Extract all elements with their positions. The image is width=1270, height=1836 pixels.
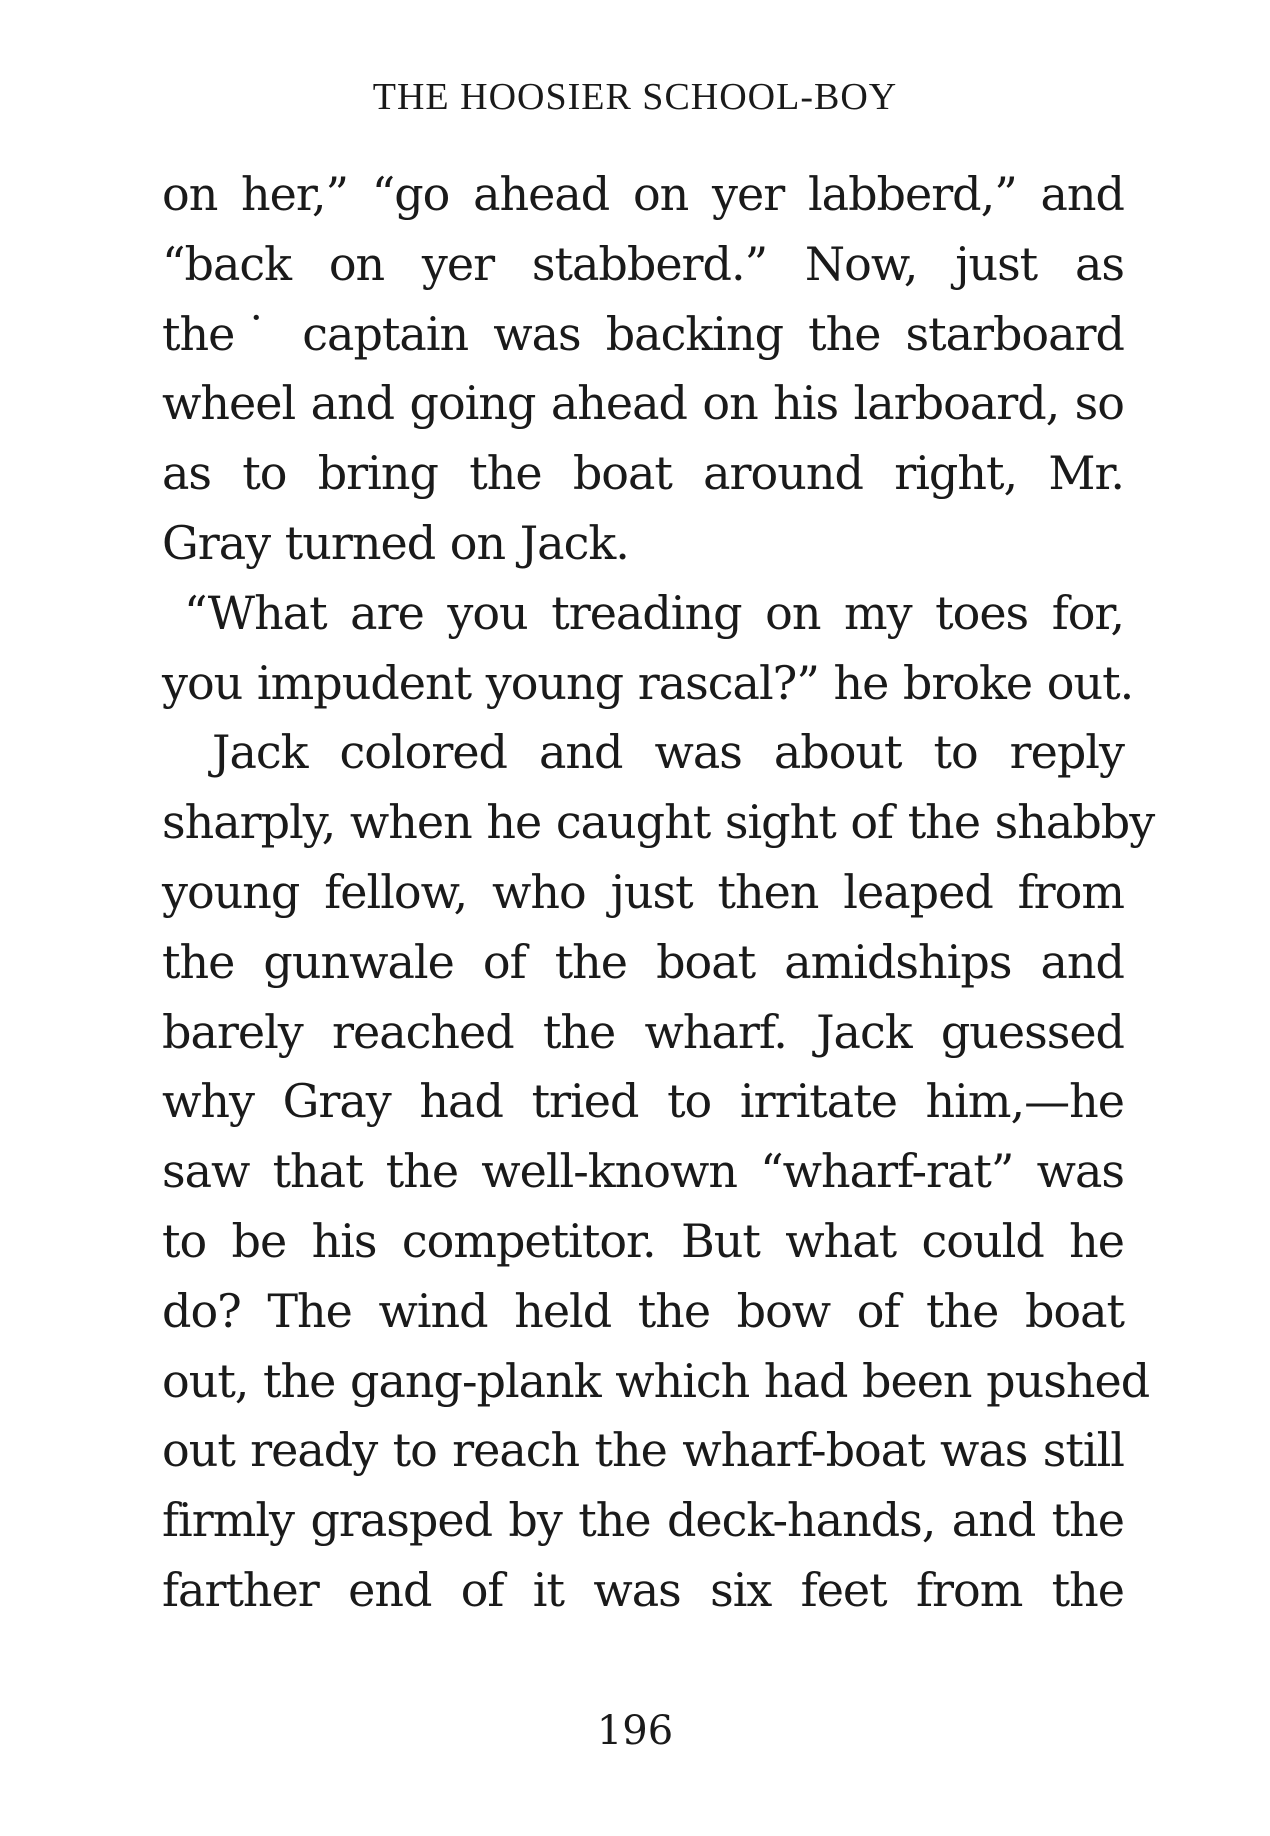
running-head: THE HOOSIER SCHOOL-BOY bbox=[372, 76, 898, 118]
text-line: as to bring the boat around right, Mr. bbox=[162, 446, 1124, 501]
paragraph-3 bbox=[162, 718, 1155, 1625]
text-line: farther end of it was six feet from the bbox=[162, 1562, 1124, 1617]
text-line: “What are you treading on my toes for, bbox=[184, 585, 1124, 640]
text-line: on her,” “go ahead on yer labberd,” and bbox=[162, 167, 1124, 221]
paragraph-2 bbox=[162, 579, 1134, 719]
text-line: you impudent young rascal?” he broke out. bbox=[162, 655, 1134, 710]
text-line: firmly grasped by the deck-hands, and the bbox=[162, 1493, 1124, 1548]
text-line: the˙ captain was backing the starboard bbox=[162, 306, 1124, 361]
text-line: to be his competitor. But what could he bbox=[162, 1213, 1124, 1268]
text-line: barely reached the wharf. Jack guessed bbox=[162, 1004, 1124, 1059]
text-line: young fellow, who just then leaped from bbox=[162, 864, 1124, 919]
text-line: why Gray had tried to irritate him,—he bbox=[162, 1074, 1124, 1129]
page-number: 196 bbox=[596, 1708, 674, 1754]
text-line: Jack colored and was about to reply bbox=[212, 725, 1124, 780]
text-line: saw that the well-known “wharf-rat” was bbox=[162, 1144, 1124, 1199]
text-line: out, the gang-plank which had been pushed bbox=[162, 1353, 1150, 1408]
text-line: wheel and going ahead on his larboard, so bbox=[162, 376, 1124, 431]
text-line: Gray turned on Jack. bbox=[162, 515, 629, 570]
text-line: the gunwale of the boat amidships and bbox=[162, 934, 1124, 989]
text-line: out ready to reach the wharf-boat was still bbox=[162, 1423, 1124, 1478]
text-line: sharply, when he caught sight of the shabby bbox=[162, 795, 1155, 850]
text-line: “back on yer stabberd.” Now, just as bbox=[162, 236, 1124, 291]
text-line: do? The wind held the bow of the boat bbox=[162, 1283, 1124, 1338]
body-text bbox=[162, 160, 1155, 1626]
paragraph-1 bbox=[162, 160, 1124, 579]
